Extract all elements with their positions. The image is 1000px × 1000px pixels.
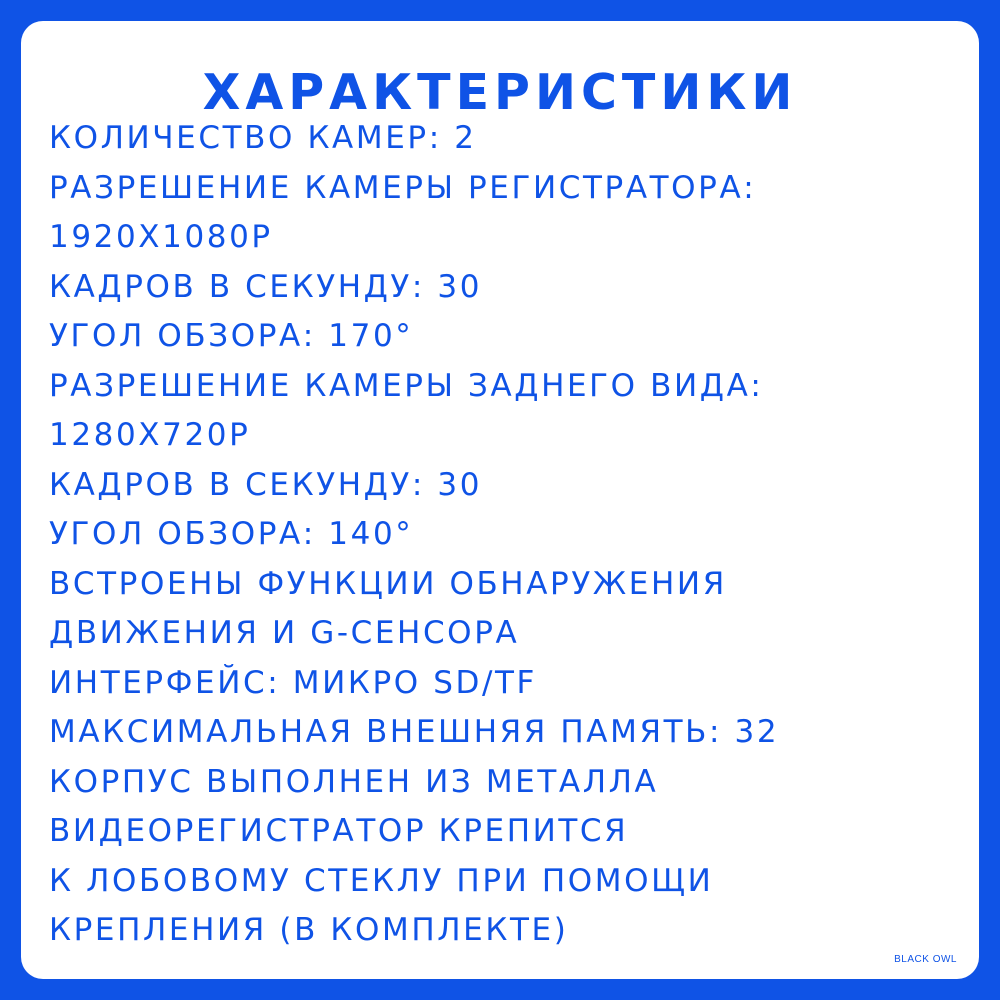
spec-line: УГОЛ ОБЗОРА: 140° (49, 516, 414, 552)
spec-line: ВИДЕОРЕГИСТРАТОР КРЕПИТСЯ (49, 813, 629, 849)
spec-line: ВСТРОЕНЫ ФУНКЦИИ ОБНАРУЖЕНИЯ (49, 565, 727, 602)
spec-line: ИНТЕРФЕЙС: МИКРО SD/TF (49, 664, 537, 701)
spec-line: МАКСИМАЛЬНАЯ ВНЕШНЯЯ ПАМЯТЬ: 32 (49, 714, 780, 750)
spec-line: ДВИЖЕНИЯ И G-СЕНСОРА (49, 615, 520, 651)
spec-line: КОРПУС ВЫПОЛНЕН ИЗ МЕТАЛЛА (49, 763, 659, 800)
spec-line: КАДРОВ В СЕКУНДУ: 30 (49, 268, 483, 305)
spec-line: КОЛИЧЕСТВО КАМЕР: 2 (49, 120, 477, 156)
spec-line: РАЗРЕШЕНИЕ КАМЕРЫ ЗАДНЕГО ВИДА: (49, 367, 764, 404)
spec-card (21, 21, 979, 979)
spec-line: РАЗРЕШЕНИЕ КАМЕРЫ РЕГИСТРАТОРА: (49, 169, 757, 206)
brand-logo: BLACK OWL (894, 954, 957, 965)
page-title: ХАРАКТЕРИСТИКИ (202, 64, 798, 121)
spec-line: УГОЛ ОБЗОРА: 170° (49, 318, 414, 354)
spec-line: 1920X1080P (49, 219, 273, 255)
spec-line: К ЛОБОВОМУ СТЕКЛУ ПРИ ПОМОЩИ (49, 862, 714, 899)
spec-list (49, 114, 969, 956)
spec-line: КРЕПЛЕНИЯ (В КОМПЛЕКТЕ) (49, 912, 569, 948)
spec-line: 1280X720P (49, 417, 251, 453)
spec-line: КАДРОВ В СЕКУНДУ: 30 (49, 466, 483, 503)
